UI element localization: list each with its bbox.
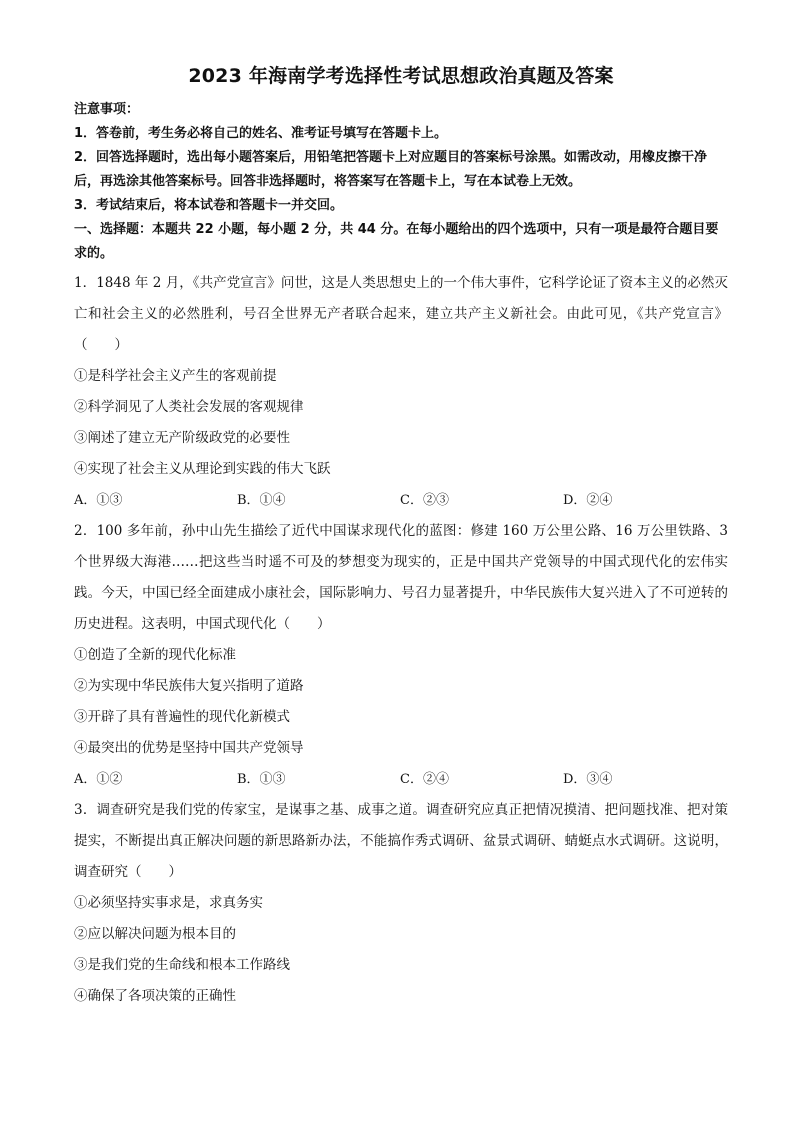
statement-option: ①创造了全新的现代化标准 [74,647,236,663]
statement-option: ③开辟了具有普遍性的现代化新模式 [74,709,290,725]
question-stem: 3．调查研究是我们党的传家宝，是谋事之基、成事之道。调查研究应真正把情况摸清、把问题找准、把对策提实，不断提出真正解决问题的新思路新办法，不能搞作秀式调研、盆景式调研、蜻蜓点水式调研。这说明，调查研究（ ） [74,802,728,880]
notice-heading: 注意事项： [74,102,140,117]
statement-option: ④最突出的优势是坚持中国共产党领导 [74,740,304,756]
statement-option: ②为实现中华民族伟大复兴指明了道路 [74,678,304,694]
question-2 [74,516,728,795]
statement-option: ④实现了社会主义从理论到实践的伟大飞跃 [74,461,331,477]
statement-option: ③阐述了建立无产阶级政党的必要性 [74,430,290,446]
exam-title: 2023 年海南学考选择性考试思想政治真题及答案 [188,65,614,87]
answer-choices [74,764,728,795]
choice-d: D．③④ [563,772,613,787]
choice-c: C．②③ [400,493,449,508]
statement-option: ①是科学社会主义产生的客观前提 [74,368,277,384]
choice-a: A．①② [74,772,123,787]
notice-item: 2．回答选择题时，选出每小题答案后，用铅笔把答题卡上对应题目的答案标号涂黑。如需改动，用橡皮擦干净后，再选涂其他答案标号。回答非选择题时，将答案写在答题卡上，写在本试卷上无效。 [74,150,708,189]
statement-option: ③是我们党的生命线和根本工作路线 [74,957,290,973]
choice-b: B．①③ [237,772,286,787]
statement-option: ④确保了各项决策的正确性 [74,988,236,1004]
statement-option: ①必须坚持实事求是，求真务实 [74,895,263,911]
question-stem: 2．100 多年前，孙中山先生描绘了近代中国谋求现代化的蓝图：修建 160 万公里公路、16 万公里铁路、3 个世界级大海港……把这些当时遥不可及的梦想变为现实的，正是中国共产党领导的中国式现代化的宏伟实践。今天，中国已经全面建成小康社会，国际影响力、号召力显著提升，中华民族伟大复兴进入了不可逆转的历史进程。这表明，中国式现代化（ ） [74,523,728,632]
notice-item: 3．考试结束后，将本试卷和答题卡一并交回。 [74,198,344,213]
question-stem: 1．1848 年 2 月，《共产党宣言》问世，这是人类思想史上的一个伟大事件，它科学论证了资本主义的必然灭亡和社会主义的必然胜利，号召全世界无产者联合起来，建立共产主义新社会。由此可见，《共产党宣言》（ ） [74,275,728,353]
section-heading: 一、选择题：本题共 22 小题，每小题 2 分，共 44 分。在每小题给出的四个选项中，只有一项是最符合题目要求的。 [74,222,719,261]
notice-block [74,98,728,266]
exam-page [74,62,728,1012]
question-3 [74,795,728,1012]
statement-option: ②应以解决问题为根本目的 [74,926,236,942]
choice-a: A．①③ [74,493,123,508]
answer-choices [74,485,728,516]
notice-item: 1．答卷前，考生务必将自己的姓名、准考证号填写在答题卡上。 [74,126,448,141]
choice-b: B．①④ [237,493,286,508]
choice-c: C．②④ [400,772,449,787]
statement-option: ②科学洞见了人类社会发展的客观规律 [74,399,304,415]
question-1 [74,268,728,516]
choice-d: D．②④ [563,493,613,508]
